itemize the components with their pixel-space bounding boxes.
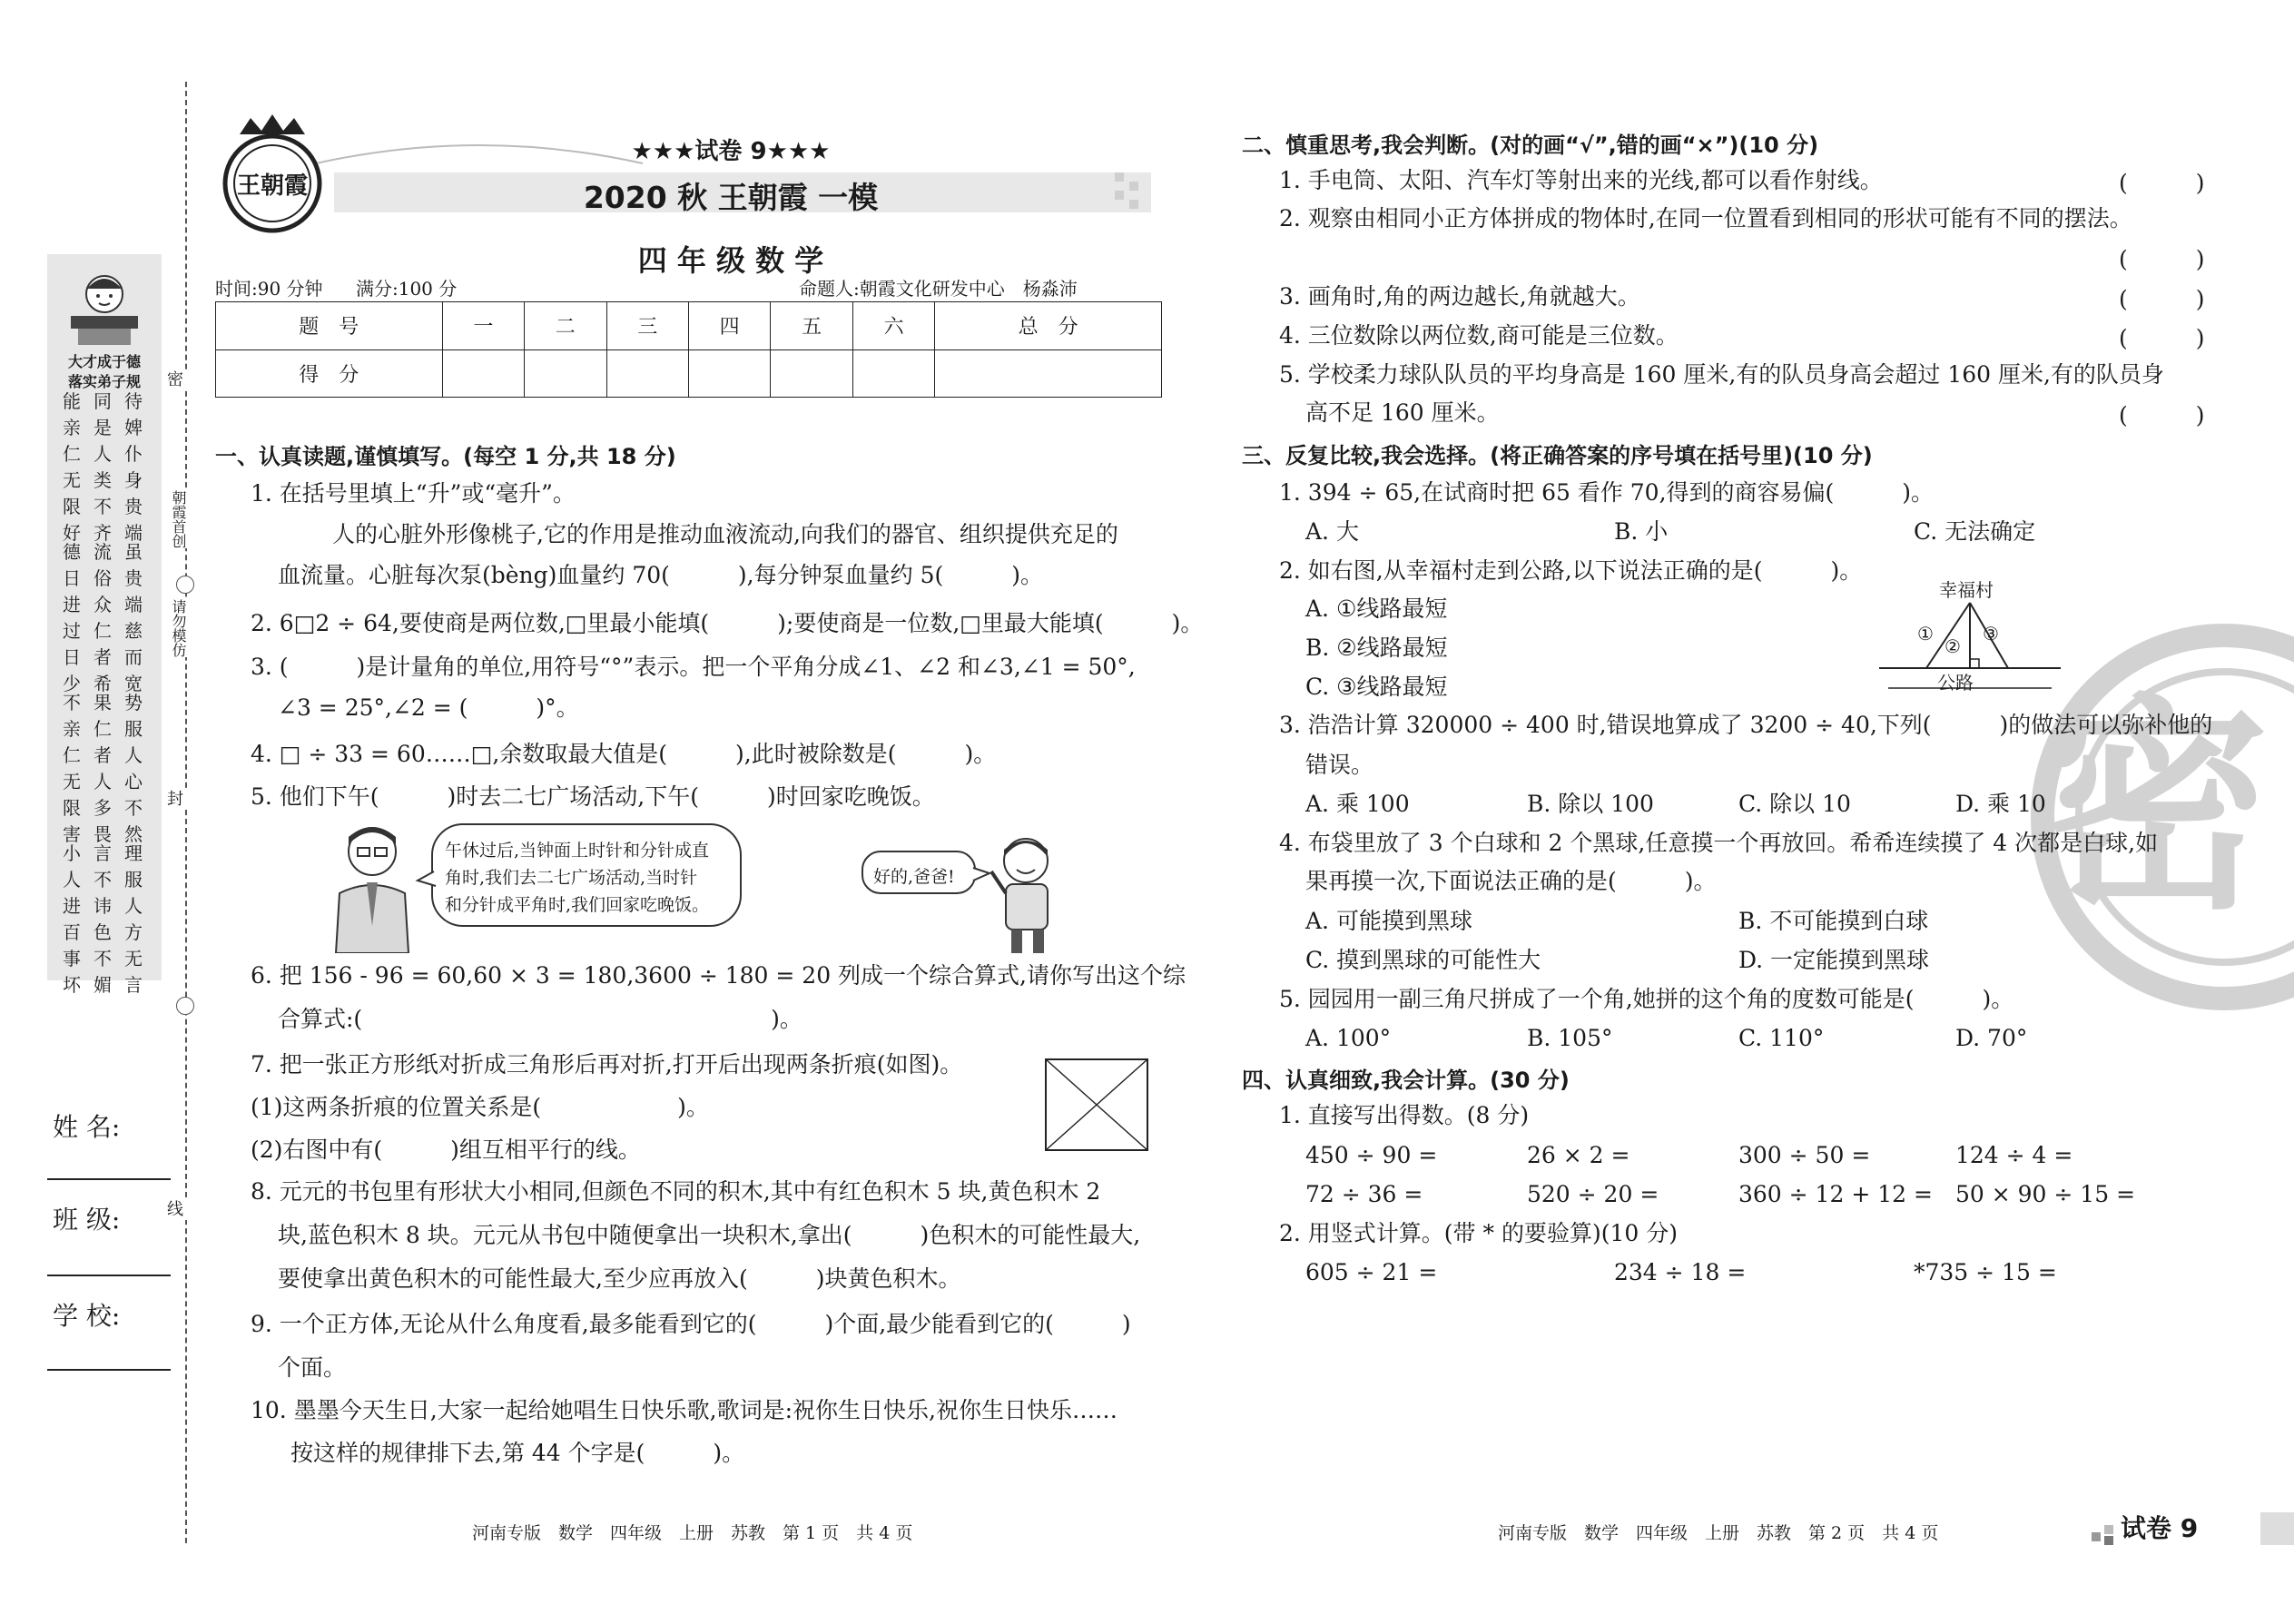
binding-hole-icon [176,576,194,594]
score-cell[interactable] [606,349,688,398]
class-label: 班 级: [53,1205,121,1235]
s1-q3a: 3. ( )是计量角的单位,用符号“°”表示。把一个平角分成∠1、∠2 和∠3,∠1 = 50°, [251,654,1136,680]
fig-road-label: 公路 [1937,672,1974,694]
s3-q5: 5. 园园用一副三角尺拼成了一个角,她拼的这个角的度数可能是( )。 [1279,986,2014,1012]
calc-item: 50 × 90 ÷ 15 = [1955,1181,2136,1207]
seal-char: 密 [2043,675,2269,940]
s1-q8b: 块,蓝色积木 8 块。元元从书包中随便拿出一块积木,拿出( )色积木的可能性最大, [278,1222,1141,1248]
calc-item: 520 ÷ 20 = [1527,1181,1659,1207]
score-header-cell: 五 [771,302,852,350]
motto-column: 德日进过日少 [63,541,81,694]
s3-q3-option[interactable]: B. 除以 100 [1527,791,1654,817]
binding-line [185,82,187,1543]
name-field[interactable] [47,1178,171,1180]
binding-char-mi: 密 [162,370,189,390]
motto-title-line: 落实弟子规 [67,373,141,390]
calc-item: 124 ÷ 4 = [1955,1142,2073,1168]
s3-q1-option[interactable]: B. 小 [1614,518,1669,545]
s3-q2: 2. 如右图,从幸福村走到公路,以下说法正确的是( )。 [1279,557,1863,584]
name-label: 姓 名: [53,1112,121,1142]
s3-q5-option[interactable]: D. 70° [1955,1025,2028,1051]
judge-paren[interactable]: ( ) [2119,246,2205,272]
calc-item: 450 ÷ 90 = [1305,1142,1438,1168]
binding-hole-icon [176,997,194,1015]
s3-q3-option[interactable]: D. 乘 10 [1955,791,2046,817]
s3-q1: 1. 394 ÷ 65,在试商时把 65 看作 70,得到的商容易偏( )。 [1279,479,1935,506]
s1-q6b: 合算式:( )。 [278,1006,802,1032]
score-header-cell: 六 [852,302,934,350]
motto-column: 势服人心不然 [124,692,143,845]
author: 命题人:朝霞文化研发中心 杨淼沛 [799,278,1078,300]
s1-q8c: 要使拿出黄色积木的可能性最大,至少应再放入( )块黄色积木。 [278,1265,961,1292]
footer-left: 河南专版 数学 四年级 上册 苏教 第 1 页 共 4 页 [472,1523,913,1543]
s1-q10a: 10. 墨墨今天生日,大家一起给她唱生日快乐歌,歌词是:祝你生日快乐,祝你生日快乐…… [251,1397,1117,1423]
motto-column: 不亲仁无限害 [63,692,81,845]
section1-heading: 一、认真读题,谨慎填写。(每空 1 分,共 18 分) [215,444,676,469]
motto-column: 待婢仆身贵端 [124,390,143,544]
score-header-cell: 总 分 [935,302,1162,350]
speech-line: 午休过后,当钟面上时针和分针成直 [445,841,710,861]
section4-heading: 四、认真细致,我会计算。(30 分) [1242,1068,1570,1093]
s1-q9a: 9. 一个正方体,无论从什么角度看,最多能看到它的( )个面,最少能看到它的( ) [251,1311,1131,1337]
footer-right: 河南专版 数学 四年级 上册 苏教 第 2 页 共 4 页 [1498,1523,1939,1543]
motto-column: 同是人类不齐 [94,390,112,544]
fig-route-3: ③ [1983,623,1999,645]
s3-q4-option[interactable]: B. 不可能摸到白球 [1738,908,1929,934]
header-banner [207,109,1160,236]
s1-q5: 5. 他们下午( )时去二七广场活动,下午( )时回家吃晚饭。 [251,783,935,810]
fig-route-2: ② [1944,635,1961,657]
s2-item3: 3. 画角时,角的两边越长,角就越大。 [1279,283,1640,310]
score-cell[interactable] [935,349,1162,398]
vertical-calc-item: *735 ÷ 15 = [1914,1259,2057,1285]
fig-route-1: ① [1917,623,1934,645]
s1-q6a: 6. 把 156 - 96 = 60,60 × 3 = 180,3600 ÷ 180 = 20 列成一个综合算式,请你写出这个综 [251,962,1186,989]
judge-paren[interactable]: ( ) [2119,325,2205,351]
binding-char-xian: 线 [162,1200,189,1220]
s1-q10b: 按这样的规律排下去,第 44 个字是( )。 [290,1440,745,1466]
s4-q1: 1. 直接写出得数。(8 分) [1279,1102,1530,1128]
motto-column: 言不讳色不媚 [94,842,112,996]
school-field[interactable] [47,1369,171,1371]
calc-item: 360 ÷ 12 + 12 = [1738,1181,1933,1207]
motto-column: 理服人方无言 [124,842,143,996]
s3-q3-option[interactable]: A. 乘 100 [1305,791,1410,817]
s1-q1a: 人的心脏外形像桃子,它的作用是推动血液流动,向我们的器官、组织提供充足的 [332,521,1118,547]
s3-q3a: 3. 浩浩计算 320000 ÷ 400 时,错误地算成了 3200 ÷ 40,下列( )的做法可以弥补他的 [1279,712,2213,738]
logo-badge-text: 王朝霞 [236,172,308,200]
exam-time: 时间:90 分钟 [215,278,323,300]
s3-q3b: 错误。 [1305,752,1374,778]
s3-q4-option[interactable]: A. 可能摸到黑球 [1305,908,1472,934]
school-label: 学 校: [53,1301,121,1331]
score-cell[interactable] [688,349,770,398]
folded-square-figure [1044,1058,1151,1154]
s3-q1-option[interactable]: A. 大 [1305,518,1359,545]
father-figure [336,827,409,953]
s3-q5-option[interactable]: C. 110° [1738,1025,1825,1051]
s3-q4a: 4. 布袋里放了 3 个白球和 2 个黑球,任意摸一个再放回。希希连续摸了 4 次都是白球,如 [1279,830,2159,856]
s1-q7a: (1)这两条折痕的位置关系是( )。 [251,1094,709,1120]
s1-q3b: ∠3 = 25°,∠2 = ( )°。 [278,694,579,721]
score-table [215,301,1162,398]
calc-item: 26 × 2 = [1527,1142,1630,1168]
s1-q1: 1. 在括号里填上“升”或“毫升”。 [251,480,576,507]
score-cell[interactable] [852,349,934,398]
vertical-calc-item: 605 ÷ 21 = [1305,1259,1438,1285]
kid-figure [991,839,1048,953]
judge-paren[interactable]: ( ) [2119,170,2205,196]
score-header-cell: 四 [688,302,770,350]
score-row-label: 得 分 [216,349,443,398]
kid-speech-text: 好的,爸爸! [873,867,955,887]
s1-q2: 2. 6□2 ÷ 64,要使商是两位数,□里最小能填( );要使商是一位数,□里最大能填( )。 [251,610,1204,636]
s3-q2-option[interactable]: B. ②线路最短 [1305,635,1448,661]
motto-title-line: 大才成于德 [67,353,141,370]
s1-q7: 7. 把一张正方形纸对折成三角形后再对折,打开后出现两条折痕(如图)。 [251,1051,963,1078]
s2-item5: 5. 学校柔力球队队员的平均身高是 160 厘米,有的队员身高会超过 160 厘米,有的队员身 [1279,361,2164,388]
paper-number: ★★★试卷 9★★★ [631,138,831,165]
speech-line: 和分针成平角时,我们回家吃晚饭。 [445,895,710,915]
s1-q1b: 血流量。心脏每次泵(bèng)血量约 70( ),每分钟泵血量约 5( )。 [278,562,1043,588]
motto-column: 虽贵端慈而宽 [124,541,143,694]
s1-q9b: 个面。 [278,1354,347,1381]
score-header-cell: 题 号 [216,302,443,350]
s4-q2: 2. 用竖式计算。(带 * 的要验算)(10 分) [1279,1220,1678,1246]
vertical-calc-item: 234 ÷ 18 = [1614,1259,1747,1285]
full-score: 满分:100 分 [356,278,458,300]
calc-item: 72 ÷ 36 = [1305,1181,1423,1207]
binding-char-feng: 封 [162,790,189,810]
s3-q5-option[interactable]: A. 100° [1305,1025,1392,1051]
s3-q1-option[interactable]: C. 无法确定 [1914,518,2036,545]
s3-q5-option[interactable]: B. 105° [1527,1025,1613,1051]
s3-q2-option[interactable]: C. ③线路最短 [1305,674,1448,700]
s3-q4-option[interactable]: D. 一定能摸到黑球 [1738,947,1930,973]
class-field[interactable] [47,1275,171,1276]
s3-q3-option[interactable]: C. 除以 10 [1738,791,1851,817]
section3-heading: 三、反复比较,我会选择。(将正确答案的序号填在括号里)(10 分) [1242,443,1873,468]
s3-q2-option[interactable]: A. ①线路最短 [1305,595,1448,622]
motto-column: 能亲仁无限好 [63,390,81,544]
judge-paren[interactable]: ( ) [2119,402,2205,428]
subject-title: 四 年 级 数 学 [637,243,824,278]
motto-column: 小人进百事坏 [63,842,81,996]
s1-q7b: (2)右图中有( )组互相平行的线。 [251,1137,641,1163]
exam-title: 2020 秋 王朝霞 一模 [583,180,879,215]
calc-item: 300 ÷ 50 = [1738,1142,1871,1168]
motto-column: 流俗众仁者希 [94,541,112,694]
s1-q4: 4. □ ÷ 33 = 60……□,余数取最大值是( ),此时被除数是( )。 [251,741,997,767]
s2-item1: 1. 手电筒、太阳、汽车灯等射出来的光线,都可以看作射线。 [1279,167,1883,193]
fig-village-label: 幸福村 [1939,579,1994,601]
student-illustration [65,265,143,347]
s1-q8a: 8. 元元的书包里有形状大小相同,但颜色不同的积木,其中有红色积木 5 块,黄色积木 2 [251,1178,1101,1205]
speech-line: 角时,我们去二七广场活动,当时针 [445,868,698,888]
score-header-cell: 二 [525,302,606,350]
binding-note: 朝霞首创 [165,490,187,548]
s2-item2: 2. 观察由相同小正方体拼成的物体时,在同一位置看到相同的形状可能有不同的摆法。 [1279,205,2132,231]
score-header-cell: 一 [442,302,524,350]
score-header-cell: 三 [606,302,688,350]
motto-column: 果仁者人多畏 [94,692,112,845]
s2-item5b: 高不足 160 厘米。 [1305,399,1500,426]
section2-heading: 二、慎重思考,我会判断。(对的画“√”,错的画“×”)(10 分) [1242,133,1819,158]
paper-tag: 试卷 9 [2121,1513,2199,1543]
s3-q4b: 果再摸一次,下面说法正确的是( )。 [1305,868,1717,894]
father-speech-text [445,837,709,919]
score-cell[interactable] [525,349,606,398]
s2-item4: 4. 三位数除以两位数,商可能是三位数。 [1279,322,1679,349]
score-cell[interactable] [442,349,524,398]
binding-note: 请勿模仿 [165,599,187,657]
s3-q4-option[interactable]: C. 摸到黑球的可能性大 [1305,947,1541,973]
judge-paren[interactable]: ( ) [2119,286,2205,312]
score-cell[interactable] [771,349,852,398]
